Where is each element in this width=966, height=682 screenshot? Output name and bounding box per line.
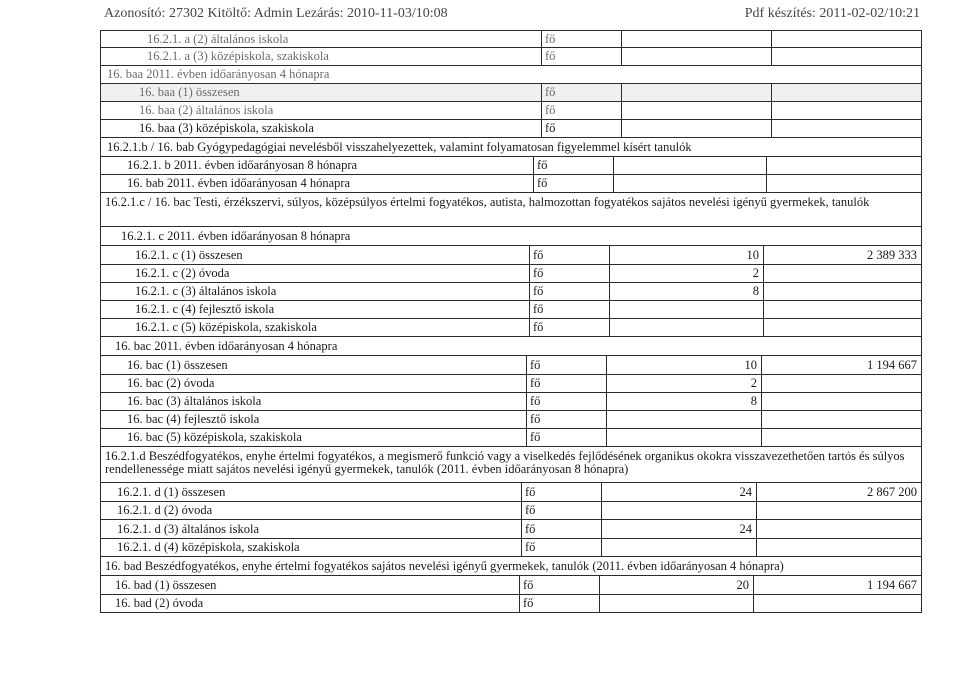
row-label: 16. bad (1) összesen	[115, 577, 217, 592]
amount-cell	[761, 429, 921, 446]
row-label: 16.2.1. d (3) általános iskola	[117, 521, 259, 536]
row-label: 16.2.1. c (5) középiskola, szakiskola	[135, 320, 317, 334]
table-row	[100, 84, 922, 102]
unit-cell: fő	[526, 411, 606, 428]
amount-cell	[756, 502, 921, 519]
row-label: 16. bac (5) középiskola, szakiskola	[127, 430, 302, 444]
section-label: 16.2.1.c / 16. bac Testi, érzékszervi, súlyos, középsúlyos értelmi fogyatékos, autista, halmozottan fogyatékos sajátos nevelési igényű gyermekek, tanulók	[105, 195, 870, 209]
amount-cell	[771, 102, 921, 119]
table-row	[100, 595, 922, 613]
amount-cell	[771, 31, 921, 47]
row-label: 16.2.1. c (1) összesen	[135, 247, 243, 262]
amount-cell	[771, 48, 921, 65]
unit-cell: fő	[541, 48, 621, 65]
table-row	[100, 120, 922, 138]
amount-cell	[756, 539, 921, 556]
header-right-meta: Pdf készítés: 2011-02-02/10:21	[744, 6, 920, 21]
unit-cell: fő	[541, 120, 621, 137]
amount-cell	[761, 393, 921, 410]
row-label: 16. bac (3) általános iskola	[127, 394, 262, 408]
unit-cell: fő	[541, 84, 621, 101]
count-cell	[599, 595, 753, 612]
table-row	[100, 356, 922, 375]
unit-cell: fő	[526, 429, 606, 446]
section-label: 16.2.1.b / 16. bab Gyógypedagógiai nevelésből visszahelyezettek, valamint folyamatosan figyelemmel kísért tanulók	[107, 139, 692, 154]
table-row	[100, 157, 922, 175]
row-label: 16. bac (1) összesen	[127, 357, 228, 372]
amount-cell	[763, 319, 921, 336]
unit-cell: fő	[533, 157, 613, 174]
table-row	[100, 265, 922, 283]
amount-cell	[756, 520, 921, 538]
count-cell: 2	[606, 375, 761, 392]
row-label: 16.2.1. c (4) fejlesztő iskola	[135, 302, 275, 316]
table-row	[100, 246, 922, 265]
table-row	[100, 175, 922, 193]
section-header-row	[100, 227, 922, 246]
count-cell	[606, 429, 761, 446]
section-label: 16.2.1. c 2011. évben időarányosan 8 hónapra	[121, 228, 351, 243]
section-label: 16. bac 2011. évben időarányosan 4 hónapra	[115, 338, 338, 353]
count-cell: 2	[609, 265, 763, 282]
section-header-row	[100, 66, 922, 84]
row-label: 16.2.1. c (3) általános iskola	[135, 284, 277, 298]
unit-cell: fő	[519, 595, 599, 612]
table-row	[100, 539, 922, 557]
unit-cell: fő	[529, 319, 609, 336]
row-label: 16. baa (3) középiskola, szakiskola	[139, 121, 314, 135]
amount-cell: 1 194 667	[753, 576, 921, 594]
row-label: 16. bab 2011. évben időarányosan 4 hónapra	[127, 176, 351, 190]
count-cell	[621, 102, 771, 119]
table-row	[100, 483, 922, 502]
count-cell	[606, 411, 761, 428]
section-header-row	[100, 138, 922, 157]
unit-cell: fő	[526, 375, 606, 392]
amount-cell	[763, 265, 921, 282]
section-label: 16. bad Beszédfogyatékos, enyhe értelmi fogyatékos sajátos nevelési igényű gyermekek, tanulók (2011. évben időarányosan 4 hónapra)	[105, 558, 784, 573]
amount-cell	[763, 301, 921, 318]
row-label: 16.2.1. c (2) óvoda	[135, 266, 230, 280]
table-row	[100, 502, 922, 520]
header-left-meta: Azonosító: 27302 Kitöltő: Admin Lezárás: 2010-11-03/10:08	[104, 6, 448, 21]
amount-cell	[771, 84, 921, 101]
row-label: 16.2.1. d (4) középiskola, szakiskola	[117, 540, 300, 554]
table-row	[100, 301, 922, 319]
table-row	[100, 393, 922, 411]
amount-cell	[761, 411, 921, 428]
row-label: 16. baa (1) összesen	[139, 85, 240, 99]
amount-cell	[763, 283, 921, 300]
unit-cell: fő	[529, 246, 609, 264]
count-cell	[613, 175, 766, 192]
count-cell: 20	[599, 576, 753, 594]
row-label: 16. bad (2) óvoda	[115, 596, 204, 610]
row-label: 16.2.1. d (1) összesen	[117, 484, 226, 499]
section-header-row	[100, 193, 922, 227]
count-cell	[601, 539, 756, 556]
unit-cell: fő	[526, 356, 606, 374]
amount-cell: 1 194 667	[761, 356, 921, 374]
unit-cell: fő	[521, 483, 601, 501]
row-label: 16. bac (4) fejlesztő iskola	[127, 412, 260, 426]
table-row	[100, 102, 922, 120]
row-label: 16.2.1. d (2) óvoda	[117, 503, 213, 517]
row-label: 16.2.1. a (2) általános iskola	[147, 31, 289, 46]
table-row	[100, 375, 922, 393]
count-cell	[613, 157, 766, 174]
amount-cell	[766, 157, 921, 174]
section-header-row	[100, 447, 922, 483]
count-cell: 8	[606, 393, 761, 410]
unit-cell: fő	[521, 539, 601, 556]
count-cell	[609, 301, 763, 318]
section-label: 16. baa 2011. évben időarányosan 4 hónapra	[107, 67, 330, 81]
unit-cell: fő	[529, 283, 609, 300]
unit-cell: fő	[526, 393, 606, 410]
amount-cell	[761, 375, 921, 392]
unit-cell: fő	[529, 265, 609, 282]
table-row	[100, 429, 922, 447]
unit-cell: fő	[541, 102, 621, 119]
section-header-row	[100, 337, 922, 356]
amount-cell	[753, 595, 921, 612]
table-row	[100, 48, 922, 66]
count-cell	[609, 319, 763, 336]
row-label: 16.2.1. b 2011. évben időarányosan 8 hónapra	[127, 158, 358, 172]
section-label: 16.2.1.d Beszédfogyatékos, enyhe értelmi fogyatékos, a megismerő funkció vagy a viselkedés fejlődésének organikus okokra visszavezethetően tartós és súlyos rendellenessége miatt sajátos nevelési igényű gyermekek, tanulók (2011. évben időarányosan 8 hónapra)	[105, 449, 905, 477]
unit-cell: fő	[519, 576, 599, 594]
count-cell: 10	[606, 356, 761, 374]
unit-cell: fő	[533, 175, 613, 192]
unit-cell: fő	[541, 31, 621, 47]
row-label: 16.2.1. a (3) középiskola, szakiskola	[147, 49, 329, 63]
table-row	[100, 411, 922, 429]
count-cell: 24	[601, 483, 756, 501]
table-row	[100, 520, 922, 539]
amount-cell: 2 389 333	[763, 246, 921, 264]
table-row	[100, 30, 922, 48]
count-cell: 10	[609, 246, 763, 264]
count-cell: 8	[609, 283, 763, 300]
count-cell	[601, 502, 756, 519]
unit-cell: fő	[529, 301, 609, 318]
count-cell	[621, 84, 771, 101]
count-cell	[621, 120, 771, 137]
section-header-row	[100, 557, 922, 576]
table-row	[100, 576, 922, 595]
row-label: 16. bac (2) óvoda	[127, 376, 215, 390]
count-cell: 24	[601, 520, 756, 538]
count-cell	[621, 31, 771, 47]
count-cell	[621, 48, 771, 65]
unit-cell: fő	[521, 520, 601, 538]
row-label: 16. baa (2) általános iskola	[139, 103, 274, 117]
amount-cell	[766, 175, 921, 192]
amount-cell	[771, 120, 921, 137]
table-row	[100, 319, 922, 337]
table-row	[100, 283, 922, 301]
unit-cell: fő	[521, 502, 601, 519]
amount-cell: 2 867 200	[756, 483, 921, 501]
form-table	[100, 30, 922, 613]
